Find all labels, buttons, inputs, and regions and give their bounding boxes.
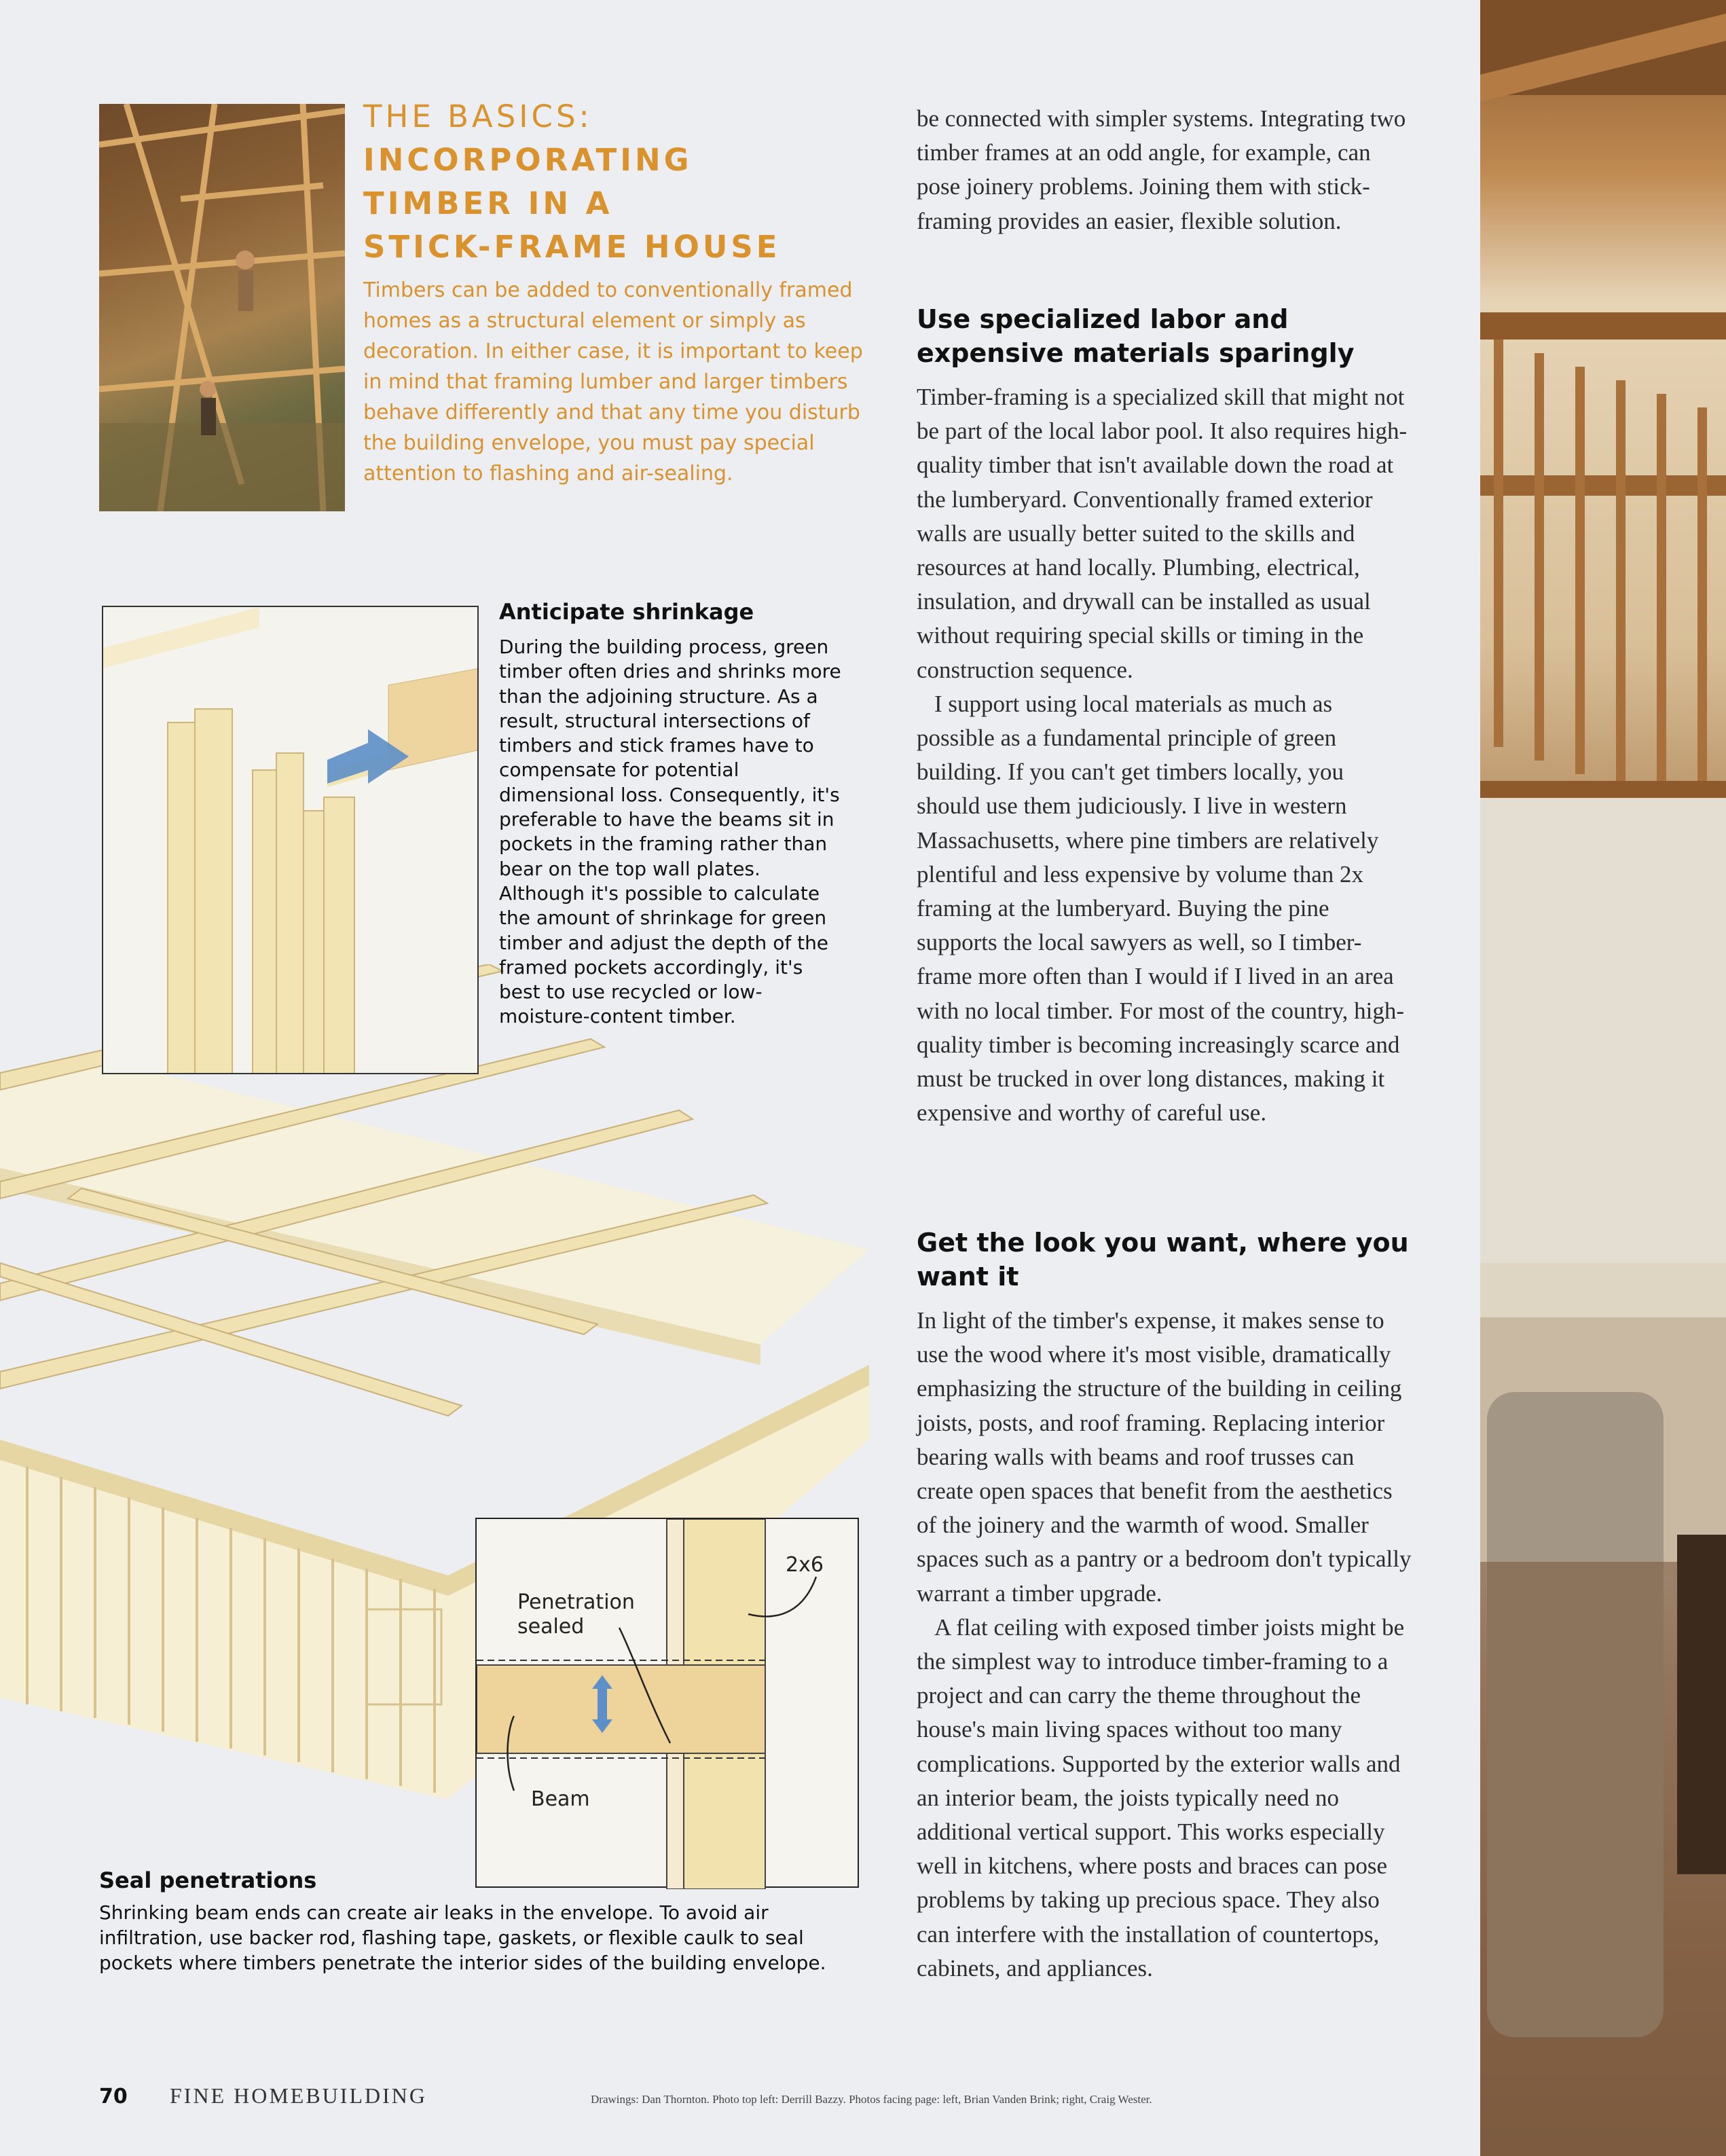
basics-title-line-1: THE BASICS: bbox=[363, 98, 593, 134]
seal-text: Shrinking beam ends can create air leaks in the envelope. To avoid air infiltration, use backer rod, flashing tape, gaskets, or flexible caulk to seal pockets where timbers penetrate the interior sides of the building envelope. bbox=[99, 1901, 826, 1974]
magazine-name: FINE HOMEBUILDING bbox=[170, 2083, 427, 2108]
column-paragraph-1 bbox=[917, 102, 1412, 238]
facing-page-photo bbox=[1480, 0, 1726, 2156]
penetration-detail bbox=[475, 1518, 859, 1888]
timber-frame-photo bbox=[99, 104, 345, 511]
basics-title-line-3: TIMBER IN A bbox=[363, 185, 613, 221]
section-heading-look: Get the look you want, where you want it bbox=[917, 1228, 1409, 1292]
label-beam: Beam bbox=[531, 1787, 590, 1811]
column-section-labor bbox=[917, 380, 1412, 1130]
basics-title-line-4: STICK-FRAME HOUSE bbox=[363, 229, 781, 265]
body-paragraph: Timber-framing is a specialized skill that might not be part of the local labor pool. It also requires high-quality timber that isn't available down the road at the lumberyard. Conventionally framed exterior walls are usually better suited to the skills and resources at hand locally. Plumbing, electrical, insulation, and drywall can be installed as usual without requiring special skills or timing in the construction sequence. bbox=[917, 384, 1408, 683]
basics-title-line-2: INCORPORATING bbox=[363, 142, 693, 178]
basics-title bbox=[363, 95, 893, 269]
label-2x6: 2x6 bbox=[786, 1553, 824, 1577]
column-section-look bbox=[917, 1304, 1412, 1986]
body-paragraph: In light of the timber's expense, it makes sense to use the wood where it's most visible, dramatically emphasizing the structure of the building in ceiling joists, posts, and roof framing. Replacing interior bearing walls with beams and roof trusses can create open spaces that benefit from the aesthetics of the joinery and the warmth of wood. Smaller spaces such as a pantry or a bedroom don't typically warrant a timber upgrade. bbox=[917, 1307, 1412, 1607]
label-penetration-sealed: Penetration sealed bbox=[517, 1590, 635, 1639]
shrinkage-inset bbox=[102, 606, 479, 1074]
body-paragraph: I support using local materials as much as possible as a fundamental principle of green building. If you can't get timbers locally, you should use them judiciously. I live in western Massachusetts, where pine timbers are relatively plentiful and less expensive by volume than 2x framing at the lumberyard. Buying the pine supports the local sawyers as well, so I timber-frame more often than I would if I lived in an area with no local timber. For most of the country, high-quality timber is becoming increasingly scarce and must be trucked in over long distances, making it expensive and worthy of careful use. bbox=[917, 690, 1405, 1127]
shrinkage-heading: Anticipate shrinkage bbox=[499, 599, 754, 625]
section-heading-labor: Use specialized labor and expensive materials sparingly bbox=[917, 304, 1355, 368]
page-number: 70 bbox=[99, 2085, 128, 2108]
shrinkage-text: During the building process, green timber often dries and shrinks more than the adjoining structure. As a result, structural intersections of timbers and stick frames have to compensate for potential dimensional loss. Consequently, it's preferable to have the beams sit in pockets in the framing rather than bear on the top wall plates. Although it's possible to calculate the amount of shrinkage for green timber and adjust the depth of the framed pockets accordingly, it's best to use recycled or low-moisture-content timber. bbox=[499, 636, 841, 1028]
body-paragraph: A flat ceiling with exposed timber joists might be the simplest way to introduce timber-framing to a project and can carry the theme throughout the house's main living spaces without too many complications. Supported by the exterior walls and an interior beam, the joists typically need no additional vertical support. This works especially well in kitchens, where posts and braces can pose problems by taking up precious space. They also can interfere with the installation of countertops, cabinets, and appliances. bbox=[917, 1613, 1405, 1981]
body-paragraph: be connected with simpler systems. Integrating two timber frames at an odd angle, for example, can pose joinery problems. Joining them with stick-framing provides an easier, flexible solution. bbox=[917, 105, 1406, 234]
seal-heading: Seal penetrations bbox=[99, 1867, 317, 1893]
basics-intro: Timbers can be added to conventionally framed homes as a structural element or simply as decoration. In either case, it is important to keep in mind that framing lumber and larger timbers behave differently and that any time you disturb the building envelope, you must pay special attention to flashing and air-sealing. bbox=[363, 278, 863, 486]
photo-credits: Drawings: Dan Thornton. Photo top left: Derrill Bazzy. Photos facing page: left, Brian Vanden Brink; right, Craig Wester. bbox=[591, 2093, 1152, 2106]
